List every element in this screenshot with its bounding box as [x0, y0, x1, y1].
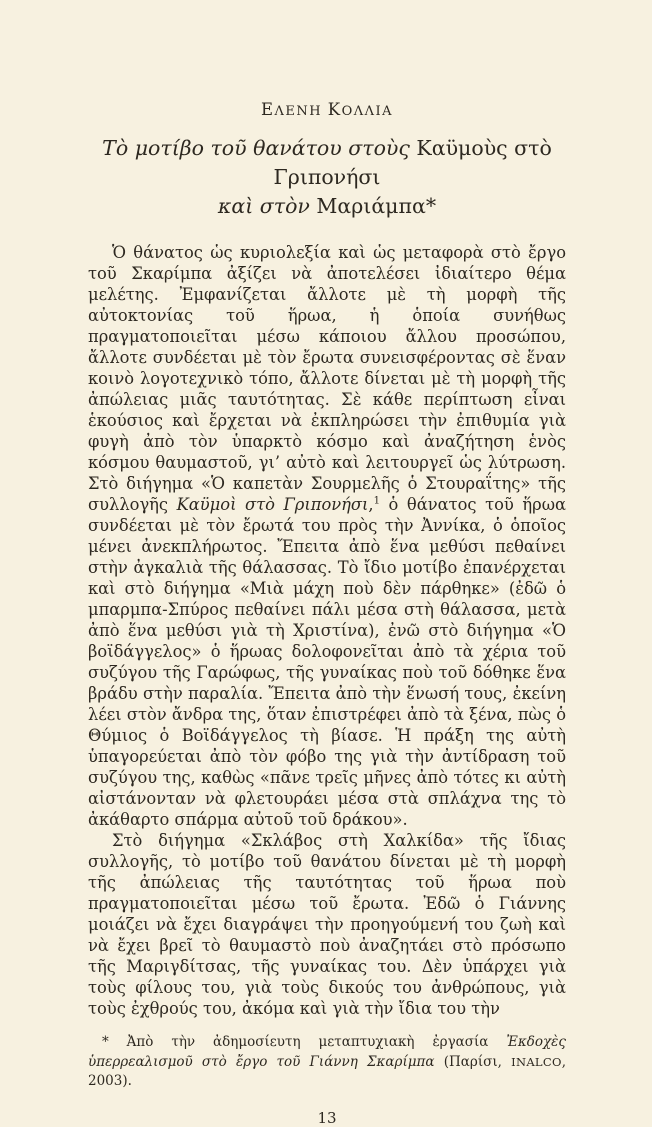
footnote-reference-mark: 1 [373, 495, 380, 507]
title-line-2 [88, 192, 566, 221]
text-run: INALCO [511, 1054, 562, 1069]
text-run: Ὁ θάνατος ὡς κυριολεξία καὶ ὡς μεταφορὰ στὸ ἔργο τοῦ Σκαρίμπα ἀξίζει νὰ ἀποτελέσει ἰδιαίτερο θέμα μελέτης. Ἐμφανίζεται ἄλλοτε μὲ τὴ μορφὴ τῆς αὐτοκτονίας τοῦ ἥρωα, ἡ ὁποία συνήθως πραγματοποιεῖται μέσω κάποιου ἄλλου προσώπου, ἄλλοτε συνδέεται μὲ τὸν ἔρωτα συνεισφέροντας σὲ ἕναν κοινὸ λογοτεχνικὸ τόπο, ἄλλοτε δίνεται μὲ τὴ μορφὴ τῆς ἀπώλειας μιᾶς ταυτότητας. Σὲ κάθε περίπτωση εἶναι ἑκούσιος καὶ ἔρχεται νὰ ἐκπληρώσει τὴν ἐπιθυμία γιὰ φυγὴ ἀπὸ τὸν ὑπαρκτὸ κόσμο καὶ ἀναζήτηση ἑνὸς κόσμου θαυμαστοῦ, γι’ αὐτὸ καὶ λειτουργεῖ ὡς λύτρωση. Στὸ διήγημα «Ὁ καπετὰν Σουρμελῆς ὁ Στουραΐτης» τῆς συλλογῆς [88, 243, 566, 514]
footnote [88, 1033, 566, 1092]
text-run: Στὸ διήγημα «Σκλάβος στὴ Χαλκίδα» τῆς ἴδιας συλλογῆς, τὸ μοτίβο τοῦ θανάτου δίνεται μὲ τὴ μορφὴ τῆς ἀπώλειας τῆς ταυτότητας τοῦ ἥρωα ποὺ πραγματοποιεῖται μέσω τοῦ ἔρωτα. Ἐδῶ ὁ Γιάννης μοιάζει νὰ ἔχει διαγράψει τὴν προηγούμενή του ζωὴ καὶ νὰ ἔχει βρεῖ τὸ θαυμαστὸ ποὺ ἀναζητάει στὸ πρόσωπο τῆς Μαριγδίτσας, τῆς γυναίκας του. Δὲν ὑπάρχει γιὰ τοὺς φίλους του, γιὰ τοὺς δικούς του ἀνθρώπους, γιὰ τοὺς ἐχθρούς του, ἀκόμα καὶ γιὰ τὴν ἴδια του τὴν [88, 831, 566, 1018]
text-run: καὶ στὸν [217, 194, 317, 218]
text-run: Μαριάμπα* [316, 194, 437, 218]
author-name [88, 100, 566, 119]
text-run: ὁ θάνατος τοῦ ἥρωα συνδέεται μὲ τὸν ἔρωτά του πρὸς τὴν Ἀννίκα, ὁ ὁποῖος μένει ἀνεκπλήρωτος. Ἔπειτα ἀπὸ ἕνα μεθύσι πεθαίνει στὴν ἀγκαλιὰ τῆς θάλασσας. Τὸ ἴδιο μοτίβο ἐπανέρχεται καὶ στὸ διήγημα «Μιὰ μάχη ποὺ δὲν πάρθηκε» (ἐδῶ ὁ μπαρμπα-Σπύρος πεθαίνει πάλι μέσα στὴ θάλασσα, μετὰ ἀπὸ ἕνα μεθύσι γιὰ τὴ Χριστίνα), ἐνῶ στὸ διήγημα «Ὁ βοϊδάγγελος» ὁ ἥρωας δολοφονεῖται ἀπὸ τὰ χέρια τοῦ συζύγου τῆς Γαρώφως, τῆς γυναίκας ποὺ τοῦ δόθηκε ἕνα βράδυ στὴν παραλία. Ἔπειτα ἀπὸ τὴν ἕνωσή τους, ἐκείνη λέει στὸν ἄνδρα της, ὅταν ἐπιστρέφει ἀπὸ τὰ ξένα, πὼς ὁ Θύμιος ὁ Βοϊδάγγελος τὴ βίασε. Ἡ πράξη της αὐτὴ ὑπαγορεύεται ἀπὸ τὸν φόβο της γιὰ τὴν ἀντίδραση τοῦ συζύγου της, καθὼς «πᾶνε τρεῖς μῆνες ἀπὸ τότες κι αὐτὴ αἰστάνονταν νὰ φλετουράει μέσα στὰ σπλάχνα της τὸ ἀκάθαρτο σπάρμα αὐτοῦ τοῦ δράκου». [88, 495, 566, 829]
text-run: (Παρίσι, [434, 1053, 512, 1070]
text-run: * Ἀπὸ τὴν ἀδημοσίευτη μεταπτυχιακὴ ἐργασία [102, 1034, 507, 1050]
text-run: ΛΕΝΗ [274, 104, 328, 119]
page-number: 13 [317, 1108, 337, 1127]
body-paragraph-2 [88, 830, 566, 1019]
article-title [88, 134, 566, 221]
text-run: , 2003). [88, 1053, 566, 1089]
text-run: Ἐκδοχὲς ὑπερρεαλισμοῦ στὸ ἔργο τοῦ Γιάννη Σκαρίμπα [88, 1034, 566, 1070]
text-run: Καϋμοὺς στὸ Γριπονήσι [273, 136, 552, 189]
text-run: Κ [327, 100, 342, 119]
text-run: Καϋμοὶ στὸ Γριπονήσι [176, 495, 369, 514]
text-run: ΟΛΛΙΑ [341, 104, 394, 119]
article-body [88, 242, 566, 1019]
title-line-1 [88, 134, 566, 192]
text-run: Ε [260, 100, 275, 119]
body-paragraph-1 [88, 242, 566, 830]
text-run: , [368, 495, 374, 514]
text-run: Τὸ μοτίβο τοῦ θανάτου στοὺς [102, 136, 417, 160]
